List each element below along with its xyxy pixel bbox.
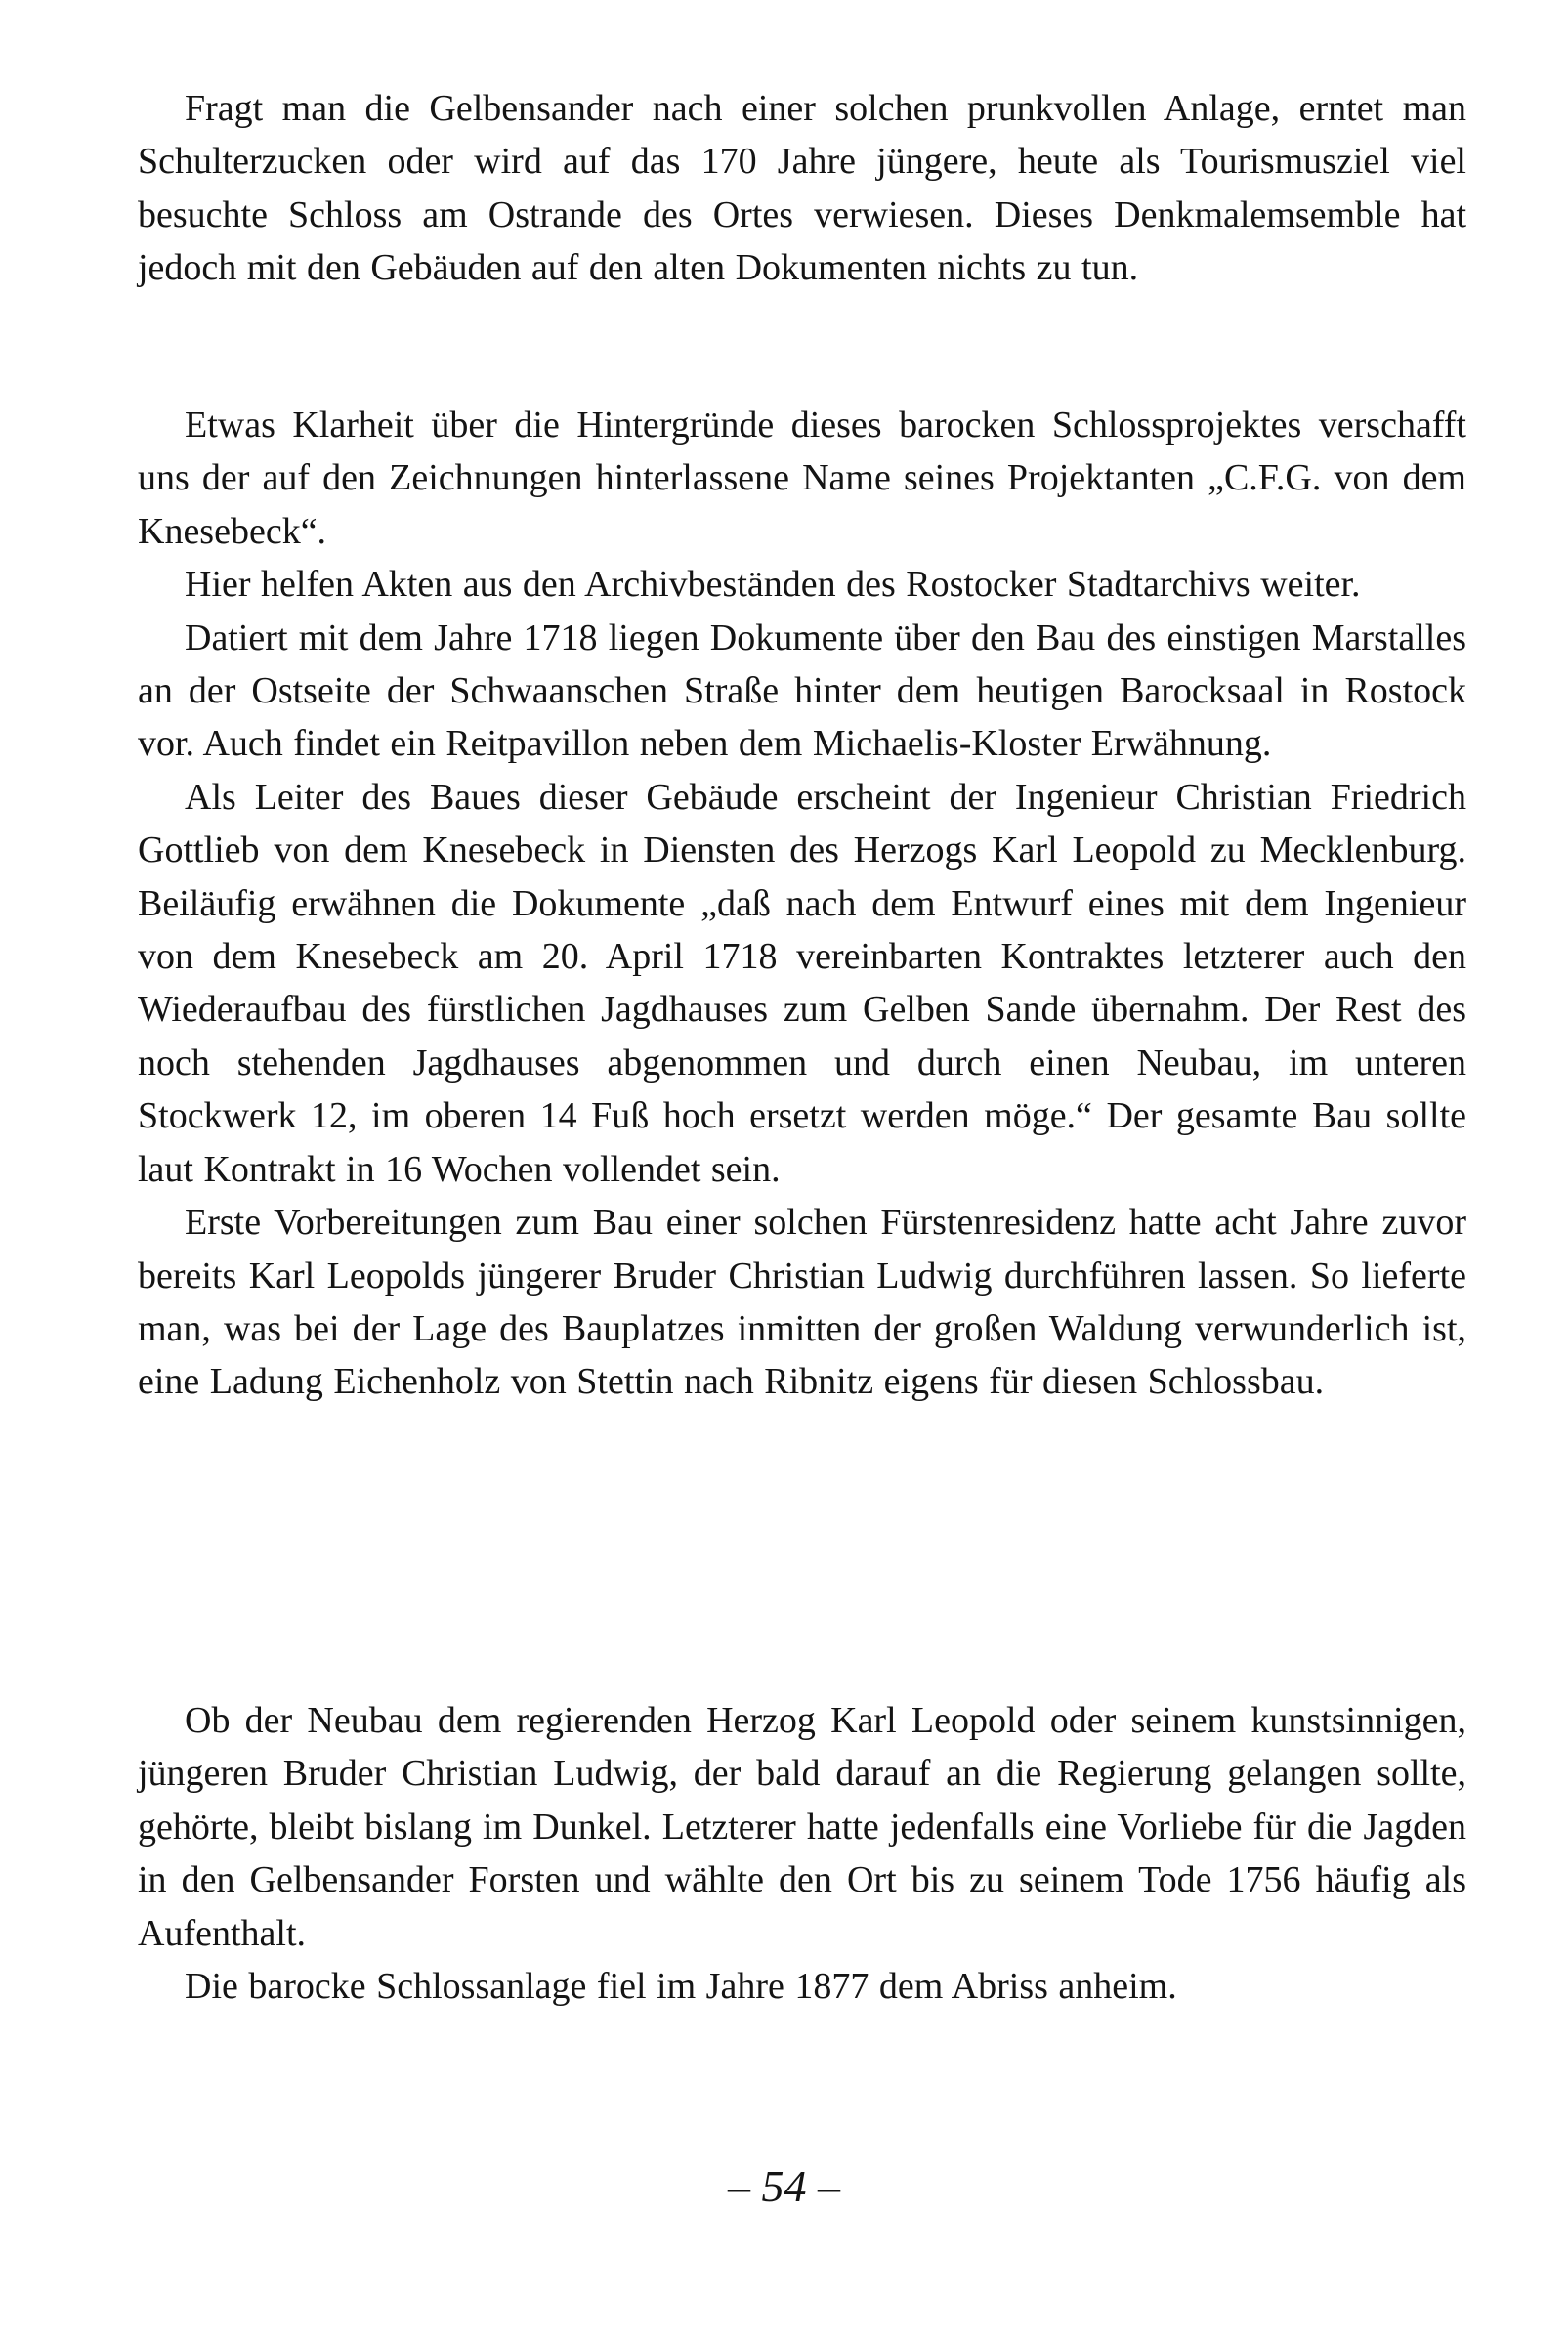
section-1 — [138, 82, 1466, 295]
section-2 — [138, 399, 1466, 1409]
paragraph: Fragt man die Gelbensander nach einer solchen prunkvollen Anlage, erntet man Schulterzucken oder wird auf das 170 Jahre jüngere, heute als Tourismusziel viel besuchte Schloss am Ostrande des Ortes verwiesen. Dieses Denkmalemsemble hat jedoch mit den Gebäuden auf den alten Dokumenten nichts zu tun. — [138, 88, 1466, 289]
paragraph: Die barocke Schlossanlage fiel im Jahre 1877 dem Abriss anheim. — [185, 1966, 1177, 2008]
paragraph: Datiert mit dem Jahre 1718 liegen Dokumente über den Bau des einstigen Marstalles an der Ostseite der Schwaanschen Straße hinter dem heutigen Barocksaal in Rostock vor. Auch findet ein Reitpavillon neben dem Michaelis-Kloster Erwähnung. — [138, 617, 1466, 765]
paragraph: Erste Vorbereitungen zum Bau einer solchen Fürstenresidenz hatte acht Jahre zuvor bereits Karl Leopolds jüngerer Bruder Christian Ludwig durchführen lassen. So lieferte man, was bei der Lage des Bauplatzes inmitten der großen Waldung verwunderlich ist, eine Ladung Eichenholz von Stettin nach Ribnitz eigens für diesen Schlossbau. — [138, 1202, 1466, 1403]
paragraph: Hier helfen Akten aus den Archivbeständen des Rostocker Stadtarchivs weiter. — [185, 564, 1361, 606]
paragraph: Als Leiter des Baues dieser Gebäude erscheint der Ingenieur Christian Friedrich Gottlieb von dem Knesebeck in Diensten des Herzogs Karl Leopold zu Mecklenburg. Beiläufig erwähnen die Dokumente „daß nach dem Entwurf eines mit dem Ingenieur von dem Knesebeck am 20. April 1718 vereinbarten Kontraktes letzterer auch den Wiederaufbau des fürstlichen Jagdhauses zum Gelben Sande übernahm. Der Rest des noch stehenden Jagdhauses abgenommen und durch einen Neubau, im unteren Stockwerk 12, im oberen 14 Fuß hoch ersetzt werden möge.“ Der gesamte Bau sollte laut Kontrakt in 16 Wochen vollendet sein. — [138, 776, 1466, 1190]
paragraph: Etwas Klarheit über die Hintergründe dieses barocken Schlossprojektes verschafft uns der auf den Zeichnungen hinterlassene Name seines Projektanten „C.F.G. von dem Knesebeck“. — [138, 404, 1466, 552]
page-number: – 54 – — [728, 2161, 840, 2211]
section-3 — [138, 1694, 1466, 2013]
paragraph: Ob der Neubau dem regierenden Herzog Karl Leopold oder seinem kunstsinnigen, jüngeren Bruder Christian Ludwig, der bald darauf an die Regierung gelangen sollte, gehörte, bleibt bislang im Dunkel. Letzterer hatte jedenfalls eine Vorliebe für die Jagden in den Gelbensander Forsten und wählte den Ort bis zu seinem Tode 1756 häufig als Aufenthalt. — [138, 1700, 1466, 1954]
